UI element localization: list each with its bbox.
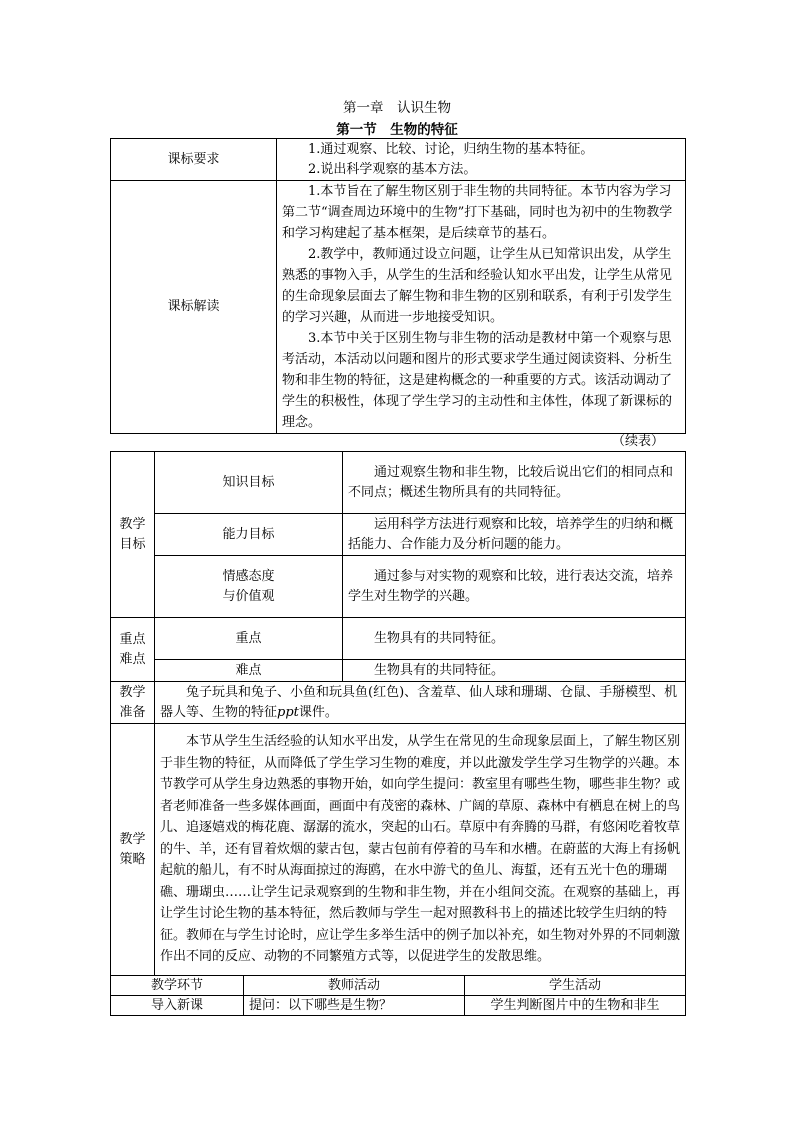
strategy-text: 本节从学生生活经验的认知水平出发，从学生在常见的生命现象层面上，了解生物区别于非生物的特征，从而降低了学生学习生物的难度，并以此激发学生学习生物学的兴趣。本节教学可从学生身边熟悉的事物开始，如向学生提问：教室里有哪些生物，哪些非生物？或者老师准备一些多媒体画面，画面中有茂密的森林、广阔的草原、森林中有栖息在树上的鸟儿、追逐嬉戏的梅花鹿、潺潺的流水，突起的山石。草原中有奔腾的马群，有悠闲吃着牧草的牛、羊，还有冒着炊烟的蒙古包，蒙古包前有停着的马车和水槽。在蔚蓝的大海上有扬帆起航的船儿，有不时从海面掠过的海鸥，在水中游弋的鱼儿、海蜇，还有五光十色的珊瑚礁、珊瑚虫……让学生记录观察到的生物和非生物，并在小组间交流。在观察的基础上，再让学生讨论生物的基本特征，然后教师与学生一起对照教科书上的描述比较学生归纳的特征。教师在与学生讨论时，应让学生多举生活中的例子加以补充，如生物对外界的不同刺激作出不同的反应、动物的不同繁殖方式等，以促进学生的发散思维。 [155, 724, 686, 976]
header-teacher: 教师活动 [244, 976, 465, 996]
table-row [111, 976, 686, 996]
goal-ability-label: 能力目标 [155, 514, 343, 556]
interp-label: 课标解读 [111, 181, 277, 434]
interp-para-1: 1.本节旨在了解生物区别于非生物的共同特征。本节内容为学习第二节“调查周边环境中的生物”打下基础，同时也为初中的生物教学和学习构建起了基本框架，是后续章节的基石。 [282, 184, 673, 241]
interp-para-3: 3.本节中关于区别生物与非生物的活动是教材中第一个观察与思考活动，本活动以问题和图片的形式要求学生通过阅读资料、分析生物和非生物的特征，这是建构概念的一种重要的方式。该活动调动了学生的积极性，体现了学生学习的主动性和主体性，体现了新课标的理念。 [282, 331, 673, 430]
interp-content [277, 181, 686, 434]
section-title: 第一节 生物的特征 [336, 122, 458, 138]
goal-attitude-label: 情感态度 与价值观 [155, 556, 343, 618]
table-row [111, 181, 686, 434]
diff-point-text: 生物具有的共同特征。 [343, 660, 686, 682]
req-item-1: 1.通过观察、比较、讨论，归纳生物的基本特征。 [308, 141, 594, 157]
goal-knowledge-text: 通过观察生物和非生物，比较后说出它们的相同点和不同点；概述生物所具有的共同特征。 [343, 452, 686, 514]
table-row [111, 682, 686, 724]
row-teacher: 提问：以下哪些是生物？ [244, 996, 465, 1016]
table-row [111, 660, 686, 682]
table-row [111, 618, 686, 660]
header-stage: 教学环节 [111, 976, 244, 996]
table-row [111, 556, 686, 618]
goal-attitude-text: 通过参与对实物的观察和比较，进行表达交流，培养学生对生物学的兴趣。 [343, 556, 686, 618]
req-content [277, 139, 686, 181]
prep-label: 教学 准备 [111, 682, 155, 724]
goal-ability-text: 运用科学方法进行观察和比较，培养学生的归纳和概括能力、合作能力及分析问题的能力。 [343, 514, 686, 556]
req-item-2: 2.说出科学观察的基本方法。 [308, 161, 477, 177]
table-row [111, 514, 686, 556]
goal-knowledge-label: 知识目标 [155, 452, 343, 514]
table-row [111, 724, 686, 976]
key-label: 重点 难点 [111, 618, 155, 682]
interp-para-2: 2.教学中，教师通过设立问题，让学生从已知常识出发，从学生熟悉的事物入手，从学生的生活和经验认知水平出发，让学生从常见的生命现象层面去了解生物和非生物的区别和联系，有利于引发学生的学习兴趣，从而进一步地接受知识。 [282, 247, 673, 325]
curriculum-table [110, 138, 686, 434]
key-point-label: 重点 [155, 618, 343, 660]
req-label: 课标要求 [111, 139, 277, 181]
key-point-text: 生物具有的共同特征。 [343, 618, 686, 660]
table-row [111, 452, 686, 514]
prep-text: 兔子玩具和兔子、小鱼和玩具鱼(红色)、含羞草、仙人球和珊瑚、仓鼠、手掰模型、机器人等、生物的特征ppt课件。 [155, 682, 686, 724]
row-student: 学生判断图片中的生物和非生 [465, 996, 686, 1016]
strategy-label: 教学 策略 [111, 724, 155, 976]
chapter-title: 第一章 认识生物 [343, 100, 451, 116]
teaching-table [110, 451, 686, 1016]
table-row [111, 996, 686, 1016]
diff-point-label: 难点 [155, 660, 343, 682]
goal-label: 教学 目标 [111, 452, 155, 618]
continued-note: （续表） [612, 434, 665, 449]
row-stage: 导入新课 [111, 996, 244, 1016]
header-student: 学生活动 [465, 976, 686, 996]
table-row [111, 139, 686, 181]
